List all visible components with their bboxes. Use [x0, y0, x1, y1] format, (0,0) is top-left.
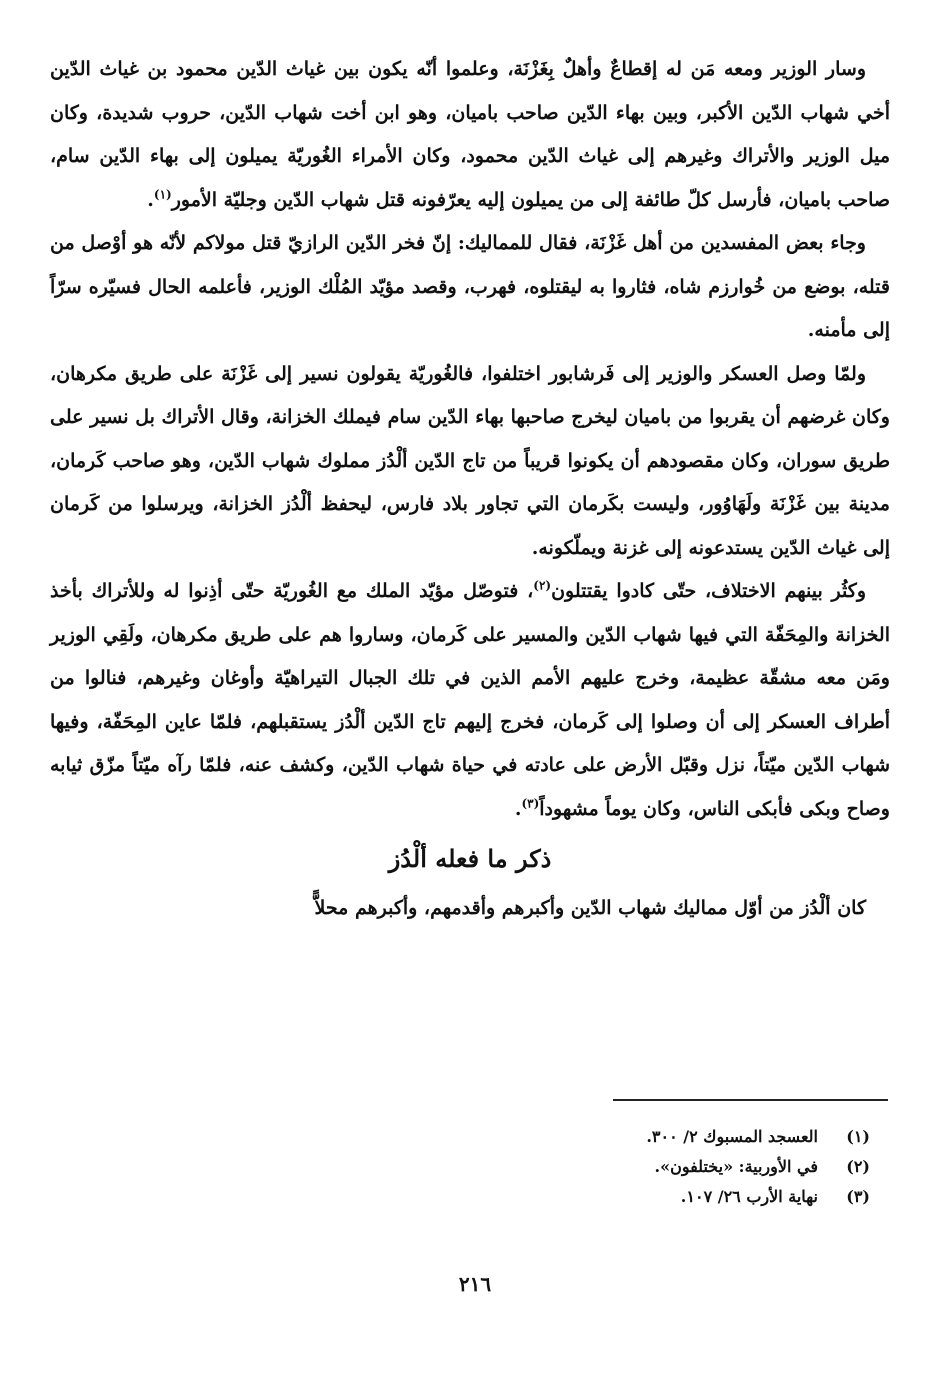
footnote-3-number: (٣) — [846, 1187, 870, 1206]
paragraph-3-text: ولمّا وصل العسكر والوزير إلى فَرشابور اختلفوا، فالغُوريّة يقولون نسير إلى غَزْنَة على طريق مكرهان، وكان غرضهم أن يقربوا من باميان ليخرج صاحبها بهاء الدّين سام فيملك الخزانة، وقال الأتراك بل نسير على طريق سوران، وكان مقصودهم أن يكونوا قريباً من تاج الدّين ألْدُز مملوك شهاب الدّين، وهو صاحب كَرمان، مدينة بين غَزْنَة ولَهَاوُور، وليست بكَرمان التي تجاور بلاد فارس، ليحفظ ألْدُز الخزانة، ويرسلوا من كَرمان إلى غياث الدّين يستدعونه إلى غزنة ويملّكونه. — [50, 362, 890, 559]
footnote-2-number: (٢) — [846, 1157, 870, 1176]
paragraph-5-text: كان ألْدُز من أوّل مماليك شهاب الدّين وأكبرهم وأقدمهم، وأكبرهم محلاًّ — [314, 897, 866, 919]
footnote-2 — [300, 1152, 870, 1182]
paragraph-3 — [50, 353, 890, 571]
paragraph-1: وسار الوزير ومعه مَن له إقطاعٌ وأهلٌ بِغَزْنَة، وعلموا أنّه يكون بين غياث الدّين محمود بن غياث الدّين أخي شهاب الدّين الأكبر، وبين بهاء الدّين صاحب باميان، وهو ابن أخت شهاب الدّين، حروب شديدة، وكان ميل الوزير والأتراك وغيرهم إلى غياث الدّين محمود، وكان الأمراء الغُوريّة يميلون إلى بهاء الدّين سام، صاحب باميان، فأرسل كلّ طائفة إلى من يميلون إليه يعرّفونه قتل شهاب الدّين وجليّة الأمور$^{(١)}$. — [50, 58, 890, 211]
footnote-1 — [300, 1122, 870, 1152]
paragraph-5 — [50, 887, 890, 931]
footnote-divider — [613, 1099, 888, 1101]
footnotes — [300, 1122, 870, 1212]
footnote-marker-3: (٣) — [521, 796, 540, 811]
paragraph-4-text-a: وكثُر بينهم الاختلاف، حتّى كادوا يقتتلون — [551, 580, 866, 602]
footnote-2-text: في الأوربية: «يختلفون». — [654, 1157, 818, 1176]
footnote-marker-1: (١) — [153, 187, 172, 202]
footnote-1-text: العسجد المسبوك ٢/ ٣٠٠. — [646, 1127, 818, 1146]
footnote-3 — [300, 1182, 870, 1212]
paragraph-2 — [50, 222, 890, 353]
footnote-marker-2: (٢) — [533, 578, 552, 593]
paragraph-2-text: وجاء بعض المفسدين من أهل غَزْنَة، فقال للمماليك: إنّ فخر الدّين الرازيّ قتل مولاكم لأنّه هو أوْصل من قتله، بوضع من خُوارزم شاه، فثاروا به ليقتلوه، فهرب، وقصد مؤيّد المُلْك الوزير، فأعلمه الحال فسيّره سرّاً إلى مأمنه. — [50, 232, 890, 341]
footnote-1-number: (١) — [846, 1127, 870, 1146]
paragraph-4-text-b: ، فتوصّل مؤيّد الملك مع الغُوريّة حتّى أذِنوا له وللأتراك بأخذ الخزانة والمِحَفّة التي فيها شهاب الدّين والمسير على كَرمان، وساروا هم على طريق مكرهان، ولَقِي الوزير ومَن معه مشقّة عظيمة، وخرج عليهم الأمم الذين في تلك الجبال التيراهيّة وأوغان وغيرهم، فنالوا من أطراف العسكر إلى أن وصلوا إلى كَرمان، فخرج إليهم تاج الدّين ألْدُز يستقبلهم، فلمّا عاين المِحَفّة، وفيها شهاب الدّين ميّتاً، نزل وقبّل الأرض على عادته في حياة شهاب الدّين، وكشف عنه، فلمّا رآه ميّتاً مزّق ثيابه وصاح وبكى فأبكى الناس، وكان يوماً مشهوداً — [50, 580, 890, 820]
page-number: ٢١٦ — [458, 1272, 492, 1296]
paragraph-4: وكثُر بينهم الاختلاف، حتّى كادوا يقتتلون$^{(٢)}$، فتوصّل مؤيّد الملك مع الغُوريّة حتّى أذِنوا له وللأتراك بأخذ الخزانة والمِحَفّة التي فيها شهاب الدّين والمسير على كَرمان، وساروا هم على طريق مكرهان، ولَقِي الوزير ومَن معه مشقّة عظيمة، وخرج عليهم الأمم الذين في تلك الجبال التيراهيّة وأوغان وغيرهم، فنالوا من أطراف العسكر إلى أن وصلوا إلى كَرمان، فخرج إليهم تاج الدّين ألْدُز يستقبلهم، فلمّا عاين المِحَفّة، وفيها شهاب الدّين ميّتاً، نزل وقبّل الأرض على عادته في حياة شهاب الدّين، وكشف عنه، فلمّا رآه ميّتاً مزّق ثيابه وصاح وبكى فأبكى الناس، وكان يوماً مشهوداً$^{(٣)}$. — [50, 578, 890, 820]
paragraph-1-text: وسار الوزير ومعه مَن له إقطاعٌ وأهلٌ بِغَزْنَة، وعلموا أنّه يكون بين غياث الدّين محمود بن غياث الدّين أخي شهاب الدّين الأكبر، وبين بهاء الدّين صاحب باميان، وهو ابن أخت شهاب الدّين، حروب شديدة، وكان ميل الوزير والأتراك وغيرهم إلى غياث الدّين محمود، وكان الأمراء الغُوريّة يميلون إلى بهاء الدّين سام، صاحب باميان، فأرسل كلّ طائفة إلى من يميلون إليه يعرّفونه قتل شهاب الدّين وجليّة الأمور — [50, 58, 890, 211]
main-text — [50, 48, 890, 931]
section-heading: ذكر ما فعله ألْدُز — [388, 844, 552, 873]
footnote-3-text: نهاية الأرب ٢٦/ ١٠٧. — [680, 1187, 818, 1206]
